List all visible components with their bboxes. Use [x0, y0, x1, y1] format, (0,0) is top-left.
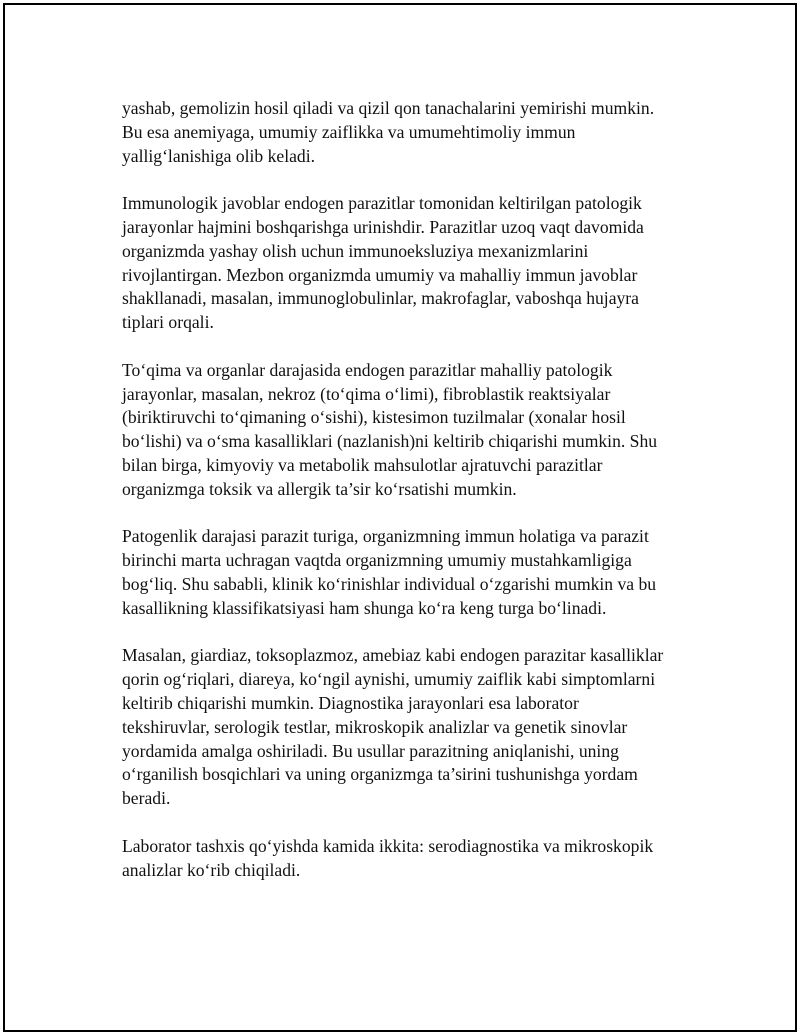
text-line: o‘rganilish bosqichlari va uning organizmga ta’sirini tushunishga yordam	[122, 764, 638, 785]
text-line: To‘qima va organlar darajasida endogen parazitlar mahalliy patologik	[122, 359, 613, 380]
text-line: Patogenlik darajasi parazit turiga, organizmning immun holatiga va parazit	[122, 526, 649, 547]
paragraph	[122, 525, 697, 620]
text-line: bo‘lishi) va o‘sma kasalliklari (nazlanish)ni keltirib chiqarishi mumkin. Shu	[122, 431, 658, 452]
text-line: Immunologik javoblar endogen parazitlar tomonidan keltirilgan patologik	[122, 193, 642, 214]
text-line: qorin og‘riqlari, diareya, ko‘ngil aynishi, umumiy zaiflik kabi simptomlarni	[122, 669, 656, 690]
text-line: birinchi marta uchragan vaqtda organizmning umumiy mustahkamligiga	[122, 550, 632, 571]
text-line: beradi.	[122, 788, 171, 809]
text-line: tiplari orqali.	[122, 312, 214, 333]
text-line: yashab, gemolizin hosil qiladi va qizil qon tanachalarini yemirishi mumkin.	[122, 98, 655, 118]
text-line: jarayonlar hajmini boshqarishga urinishdir. Parazitlar uzoq vaqt davomida	[122, 216, 644, 237]
text-line: organizmda yashay olish uchun immunoeksluziya mexanizmlarini	[122, 240, 589, 261]
text-line: yallig‘lanishiga olib keladi.	[122, 145, 315, 166]
page-frame	[3, 3, 797, 1032]
text-line: bog‘liq. Shu sababli, klinik ko‘rinishlar individual o‘zgarishi mumkin va bu	[122, 573, 657, 594]
text-line: shakllanadi, masalan, immunoglobulinlar, makrofaglar, vaboshqa hujayra	[122, 288, 639, 309]
text-line: Bu esa anemiyaga, umumiy zaiflikka va umumehtimoliy immun	[122, 121, 576, 142]
text-line: bilan birga, kimyoviy va metabolik mahsulotlar ajratuvchi parazitlar	[122, 454, 603, 475]
text-line: rivojlantirgan. Mezbon organizmda umumiy va mahalliy immun javoblar	[122, 264, 638, 285]
text-line: tekshiruvlar, serologik testlar, mikroskopik analizlar va genetik sinovlar	[122, 716, 628, 737]
text-line: keltirib chiqarishi mumkin. Diagnostika jarayonlari esa laborator	[122, 692, 579, 713]
text-line: organizmga toksik va allergik ta’sir ko‘rsatishi mumkin.	[122, 478, 517, 499]
text-line: kasallikning klassifikatsiyasi ham shunga ko‘ra keng turga bo‘linadi.	[122, 597, 607, 618]
text-line: (biriktiruvchi to‘qimaning o‘sishi), kistesimon tuzilmalar (xonalar hosil	[122, 407, 626, 428]
paragraph	[122, 192, 697, 335]
text-line: Masalan, giardiaz, toksoplazmoz, amebiaz kabi endogen parazitar kasalliklar	[122, 645, 664, 666]
text-line: yordamida amalga oshiriladi. Bu usullar parazitning aniqlanishi, uning	[122, 740, 619, 761]
paragraph	[122, 644, 697, 811]
text-line: analizlar ko‘rib chiqiladi.	[122, 859, 301, 880]
paragraph	[122, 835, 697, 883]
document-body	[122, 97, 697, 906]
paragraph	[122, 97, 697, 168]
text-line: jarayonlar, masalan, nekroz (to‘qima o‘limi), fibroblastik reaktsiyalar	[122, 383, 611, 404]
text-line: Laborator tashxis qo‘yishda kamida ikkita: serodiagnostika va mikroskopik	[122, 835, 654, 856]
paragraph	[122, 359, 697, 502]
